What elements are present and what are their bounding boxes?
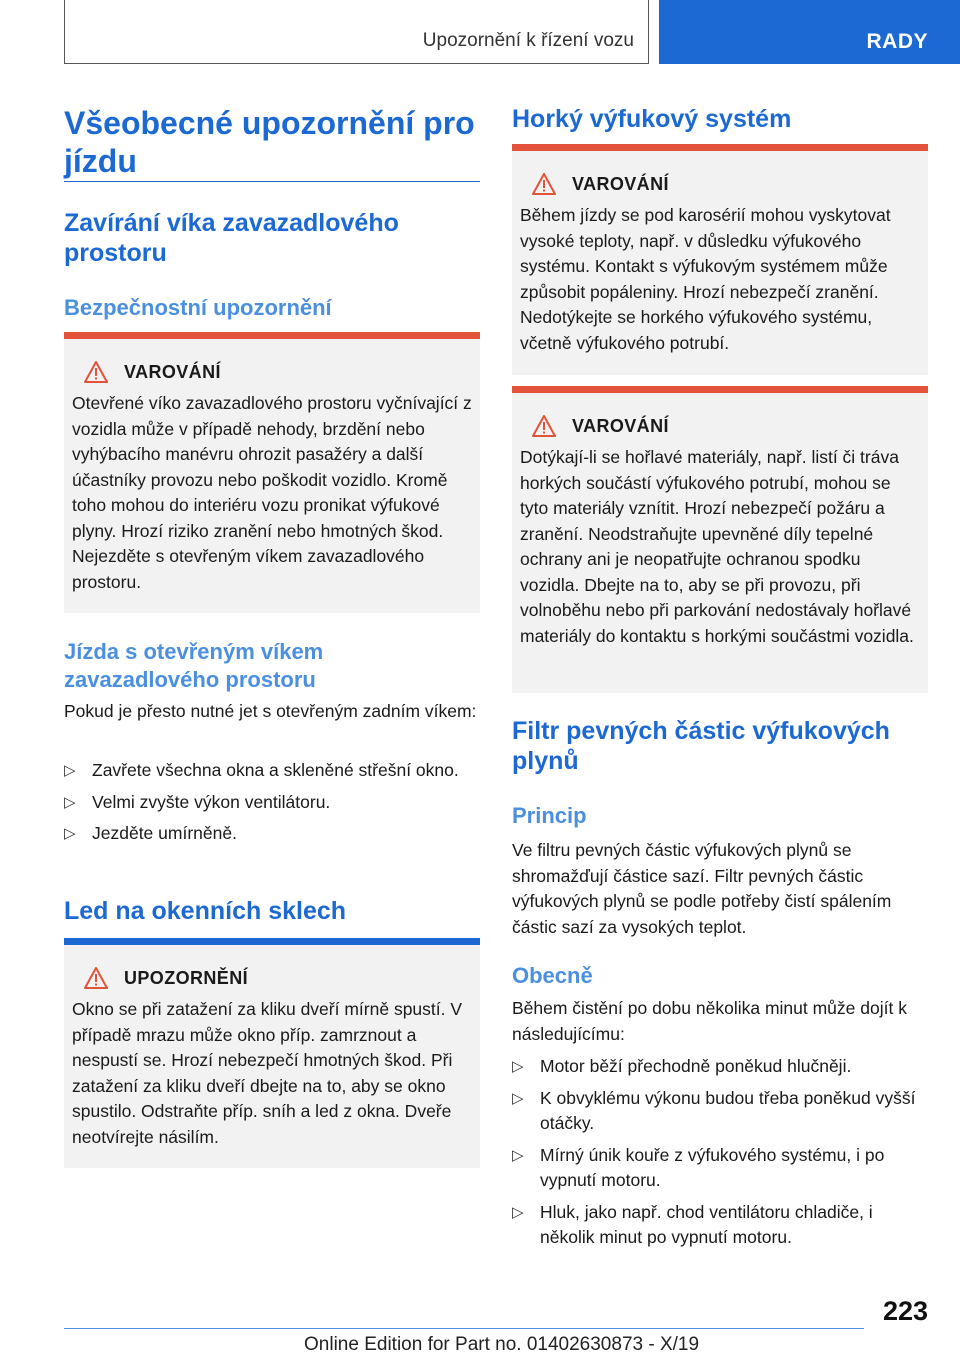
warning-box-flammable: [512, 386, 928, 693]
warning-triangle-icon: [84, 967, 108, 989]
heading-general: Obecně: [512, 963, 593, 988]
warning-text: Otevřené víko zavazadlového prostoru vyčnívající z vozidla může v případě nehody, brzdění nebo vyhýbacího manévru ohrozit pasažéry a další účastníky provozu nebo poškodit vozidlo. Kromě toho mohou do interiéru vozu pronikat výfukové plyny. Hrozí riziko zranění nebo hmotných škod. Nejezděte s otevřeným víkem zavazadlového prostoru.: [72, 393, 472, 592]
footer-rule: [64, 1328, 864, 1329]
heading-hot-exhaust: Horký výfukový systém: [512, 105, 792, 133]
heading-ice-on-windows: Led na okenních sklech: [64, 897, 347, 925]
general-intro-text: Během čistění po dobu několika minut může dojít k následujícímu:: [512, 998, 907, 1044]
heading-principle: Princip: [512, 803, 587, 828]
heading-particulate-filter: Filtr pevných částic výfukových plynů: [512, 717, 890, 775]
chapter-tab[interactable]: RADY: [659, 0, 960, 64]
principle-text: Ve filtru pevných částic výfukových plynů se shromažďují částice sazí. Filtr pevných částic výfukových plynů se podle potřeby čistí spálením částic sazí za vysokých teplot.: [512, 840, 892, 937]
caution-label: UPOZORNĚNÍ: [124, 967, 249, 988]
caution-text: Okno se při zatažení za kliku dveří mírně spustí. V případě mrazu může okno příp. zamrznout a nespustí se. Hrozí nebezpečí hmotných škod. Při zatažení za kliku dveří dbejte na to, aby se okno spustilo. Odstraňte příp. sníh a led z okna. Dveře neotvírejte násilím.: [72, 999, 463, 1147]
section-title: Upozornění k řízení vozu: [422, 30, 634, 51]
list-item: ▷ Velmi zvyšte výkon ventilátoru.: [64, 790, 480, 816]
caution-box-ice: [64, 938, 480, 1168]
footer-edition: [304, 1334, 699, 1356]
list-item: ▷ Motor běží přechodně poněkud hlučněji.: [512, 1054, 928, 1080]
warning-triangle-icon: [84, 361, 108, 383]
triangle-bullet-icon: ▷: [64, 825, 76, 842]
heading-safety-notes: Bezpečnostní upozornění: [64, 295, 332, 320]
warning-box-exhaust: [512, 144, 928, 375]
heading-trunk-lid: Zavírání víka zavazadlového prostoru: [64, 209, 399, 267]
warning-label: VAROVÁNÍ: [124, 361, 221, 382]
heading-rule: [64, 181, 480, 182]
triangle-bullet-icon: ▷: [512, 1203, 524, 1221]
header-section-box: [64, 0, 649, 64]
page-heading: Všeobecné upozornění pro jízdu: [64, 105, 475, 179]
warning-triangle-icon: [532, 415, 556, 437]
list-item: ▷ Zavřete všechna okna a skleněné střešní okno.: [64, 758, 480, 784]
heading-driving-open-lid: Jízda s otevřeným víkem zavazadlového prostoru: [64, 639, 324, 692]
edition-text: Online Edition for Part no. 01402630873 - X/19: [304, 1334, 700, 1355]
warning-box-trunk: [64, 332, 480, 613]
driving-steps-list: [64, 758, 480, 853]
warning-label: VAROVÁNÍ: [572, 415, 669, 436]
triangle-bullet-icon: ▷: [512, 1089, 524, 1107]
watermark-text: Downloaded from www.Manualslib.com manuals search engine: [0, 1356, 29, 1357]
list-item: ▷ K obvyklému výkonu budou třeba poněkud vyšší otáčky.: [512, 1087, 916, 1133]
triangle-bullet-icon: ▷: [512, 1146, 524, 1164]
triangle-bullet-icon: ▷: [64, 762, 76, 779]
list-item: ▷ Hluk, jako např. chod ventilátoru chladiče, i několik minut po vypnutí motoru.: [512, 1201, 873, 1247]
triangle-bullet-icon: ▷: [64, 793, 76, 811]
warning-text: Během jízdy se pod karosérií mohou vyskytovat vysoké teploty, např. v důsledku výfukového systému. Kontakt s výfukovým systémem může způsobit popáleniny. Hrozí nebezpečí zranění. Nedotýkejte se horkého výfukového systému, včetně výfukového potrubí.: [520, 205, 891, 353]
list-item: ▷ Jezděte umírněně.: [64, 821, 480, 847]
page-number: 223: [882, 1296, 928, 1326]
driving-intro-text: Pokud je přesto nutné jet s otevřeným zadním víkem:: [64, 701, 477, 721]
cleaning-effects-list: [512, 1054, 928, 1257]
triangle-bullet-icon: ▷: [512, 1058, 524, 1075]
warning-text: Dotýkají-li se hořlavé materiály, např. listí či tráva horkých součástí výfukového potrubí, mohou se tyto materiály vznítit. Hrozí nebezpečí požáru a zranění. Neodstraňujte upevněné díly tepelné ochrany ani je neopatřujte ochranou spodku vozidla. Dbejte na to, aby se při provozu, při volnoběhu nebo při parkování nedostávaly hořlavé materiály do kontaktu s horkými součástmi vozidla.: [520, 447, 914, 646]
list-item: ▷ Mírný únik kouře z výfukového systému, i po vypnutí motoru.: [512, 1144, 885, 1190]
warning-triangle-icon: [532, 173, 556, 195]
warning-label: VAROVÁNÍ: [572, 173, 669, 194]
